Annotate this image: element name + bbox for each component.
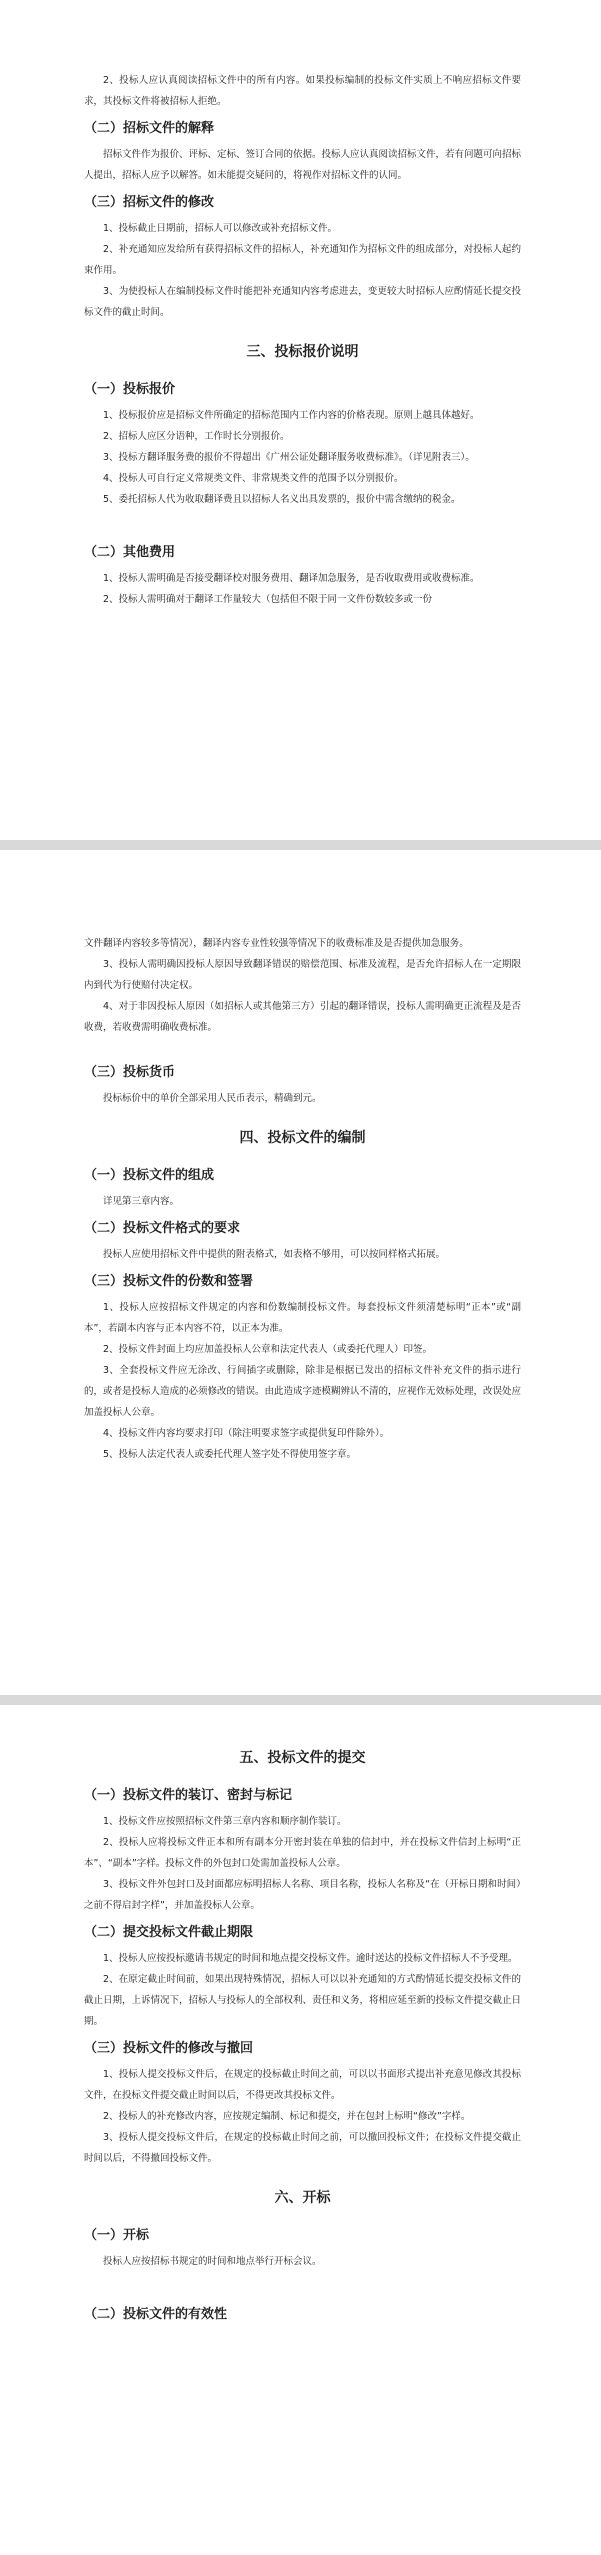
section-heading: （三）投标货币 — [84, 1065, 176, 1080]
section-heading: （二）提交投标文件截止期限 — [84, 1925, 254, 1940]
paragraph: 3、全套投标文件应无涂改、行间插字或删除，除非是根据已发出的招标文件补充文件的指示进行的，或者是投标人造成的必须修改的错误。由此造成字迹模糊辨认不清的，应视作无效标处理，改误处应加盖投标人公章。 — [84, 1365, 522, 1418]
paragraph: 文件翻译内容较多等情况），翻译内容专业性较强等情况下的收费标准及是否提供加急服务。 — [84, 938, 469, 949]
paragraph: 3、投标人需明确因投标人原因导致翻译错误的赔偿范围、标准及流程，是否允许招标人在一定期限内到代为行使赔付决定权。 — [84, 959, 521, 991]
paragraph: 1、投标人提交投标文件后，在规定的投标截止时间之前，可以以书面形式提出补充意见修改其投标文件，在投标文件提交截止时间以后，不得更改其投标文件。 — [84, 2069, 521, 2101]
section-heading: （二）其他费用 — [84, 545, 176, 560]
section-heading: （三）投标文件的修改与撤回 — [84, 2041, 254, 2056]
paragraph: 3、为使投标人在编制投标文件时能把补充通知内容考虑进去，变更较大时招标人应酌情延长提交投标文件的截止时间。 — [84, 286, 521, 318]
section-heading: （二）投标文件的有效性 — [84, 2307, 228, 2322]
paragraph: 1、投标人应按招标文件规定的内容和份数编制投标文件。每套投标文件须清楚标明“正本”或“副本”，若副本内容与正本内容不符，以正本为准。 — [84, 1302, 521, 1334]
document-page-2 — [0, 850, 601, 1695]
paragraph: 2、投标人应认真阅读招标文件中的所有内容。如果投标编制的投标文件实质上不响应招标文件要求，其投标文件将被招标人拒绝。 — [84, 75, 521, 107]
paragraph: 招标文件作为报价、评标、定标、签订合同的依据。投标人应认真阅读招标文件，若有问题可向招标人提出，招标人应予以解答。如未能提交疑问的，将视作对招标文件的认同。 — [84, 149, 522, 181]
section-heading: （二）投标文件格式的要求 — [84, 1221, 241, 1236]
document-page-3 — [0, 1705, 601, 2555]
chapter-heading: 六、开标 — [274, 2190, 331, 2206]
paragraph: 1、投标文件应按照招标文件第三章内容和顺序制作装订。 — [103, 1816, 347, 1827]
section-heading: （一）投标报价 — [84, 382, 176, 397]
paragraph: 1、投标人需明确是否接受翻译校对服务费用、翻译加急服务，是否收取费用或收费标准。 — [103, 573, 480, 584]
paragraph: 2、招标人应区分语种，工作时长分别报价。 — [103, 431, 290, 442]
paragraph: 2、投标文件封面上均应加盖投标人公章和法定代表人（或委托代理人）印签。 — [103, 1344, 433, 1355]
paragraph: 2、投标人的补充修改内容，应按规定编制、标记和提交，并在包封上标明“修改”字样。 — [103, 2111, 471, 2122]
paragraph: 3、投标文件外包封口及封面都应标明招标人名称、项目名称，投标人名称及“在（开标日期和时间）之前不得启封字样”，并加盖投标人公章。 — [84, 1879, 521, 1911]
paragraph: 4、投标人可自行定义常规类文件、非常规类文件的范围予以分别报价。 — [103, 473, 404, 484]
section-heading: （一）投标文件的组成 — [84, 1168, 215, 1183]
chapter-heading: 四、投标文件的编制 — [239, 1130, 366, 1146]
paragraph: 3、投标人提交投标文件后，在规定的投标截止时间之前，可以撤回投标文件；在投标文件提交截止时间以后，不得撤回投标文件。 — [84, 2132, 521, 2164]
paragraph: 5、投标人法定代表人或委托代理人签字处不得使用签字章。 — [103, 1449, 357, 1460]
section-heading: （二）招标文件的解释 — [84, 121, 215, 136]
paragraph: 2、投标人应将投标文件正本和所有副本分开密封装在单独的信封中，并在投标文件信封上标明“正本”、“副本”字样。投标文件的外包封口处需加盖投标人公章。 — [84, 1837, 521, 1869]
section-heading: （一）投标文件的装订、密封与标记 — [84, 1788, 293, 1803]
chapter-heading: 三、投标报价说明 — [246, 344, 359, 360]
paragraph: 5、委托招标人代为收取翻译费且以招标人名义出具发票的，报价中需含缴纳的税金。 — [103, 494, 461, 505]
paragraph: 2、补充通知应发给所有获得招标文件的招标人，补充通知作为招标文件的组成部分，对投标人起约束作用。 — [84, 244, 521, 276]
section-heading: （一）开标 — [84, 2228, 150, 2243]
paragraph: 投标人应按招标书规定的时间和地点举行开标会议。 — [103, 2256, 322, 2267]
chapter-heading: 五、投标文件的提交 — [239, 1750, 366, 1766]
paragraph: 1、投标人应按投标邀请书规定的时间和地点提交投标文件。逾时送达的投标文件招标人不予受理。 — [103, 1953, 518, 1964]
paragraph: 详见第三章内容。 — [103, 1196, 180, 1207]
document-page-1 — [0, 0, 601, 840]
section-heading: （三）招标文件的修改 — [84, 195, 215, 210]
paragraph: 2、在原定截止时间前，如果出现特殊情况，招标人可以以补充通知的方式酌情延长提交投标文件的截止日期，上诉情况下，招标人与投标人的全部权利、责任和义务，将相应延至新的投标文件提交截止日期。 — [84, 1974, 522, 2027]
paragraph: 4、投标文件内容均要求打印（除注明要求签字或提供复印件除外）。 — [103, 1428, 390, 1439]
paragraph: 投标人应使用招标文件中提供的附表格式，如表格不够用，可以按同样格式拓展。 — [103, 1249, 446, 1260]
paragraph: 2、投标人需明确对于翻译工作量较大（包括但不限于同一文件份数较多或一份 — [103, 594, 433, 605]
paragraph: 1、投标截止日期前，招标人可以修改或补充招标文件。 — [103, 223, 338, 234]
section-heading: （三）投标文件的份数和签署 — [84, 1274, 254, 1289]
paragraph: 4、对于非因投标人原因（如招标人或其他第三方）引起的翻译错误，投标人需明确更正流程及是否收费，若收费需明确收费标准。 — [84, 1001, 521, 1033]
paragraph: 3、投标方翻译服务费的报价不得超出《广州公证处翻译服务收费标准》。（详见附表三）。 — [103, 452, 475, 463]
paragraph: 1、投标报价应是招标文件所确定的招标范围内工作内容的价格表现。原则上越具体越好。 — [103, 410, 480, 421]
paragraph: 投标标价中的单价全部采用人民币表示，精确到元。 — [103, 1093, 322, 1104]
